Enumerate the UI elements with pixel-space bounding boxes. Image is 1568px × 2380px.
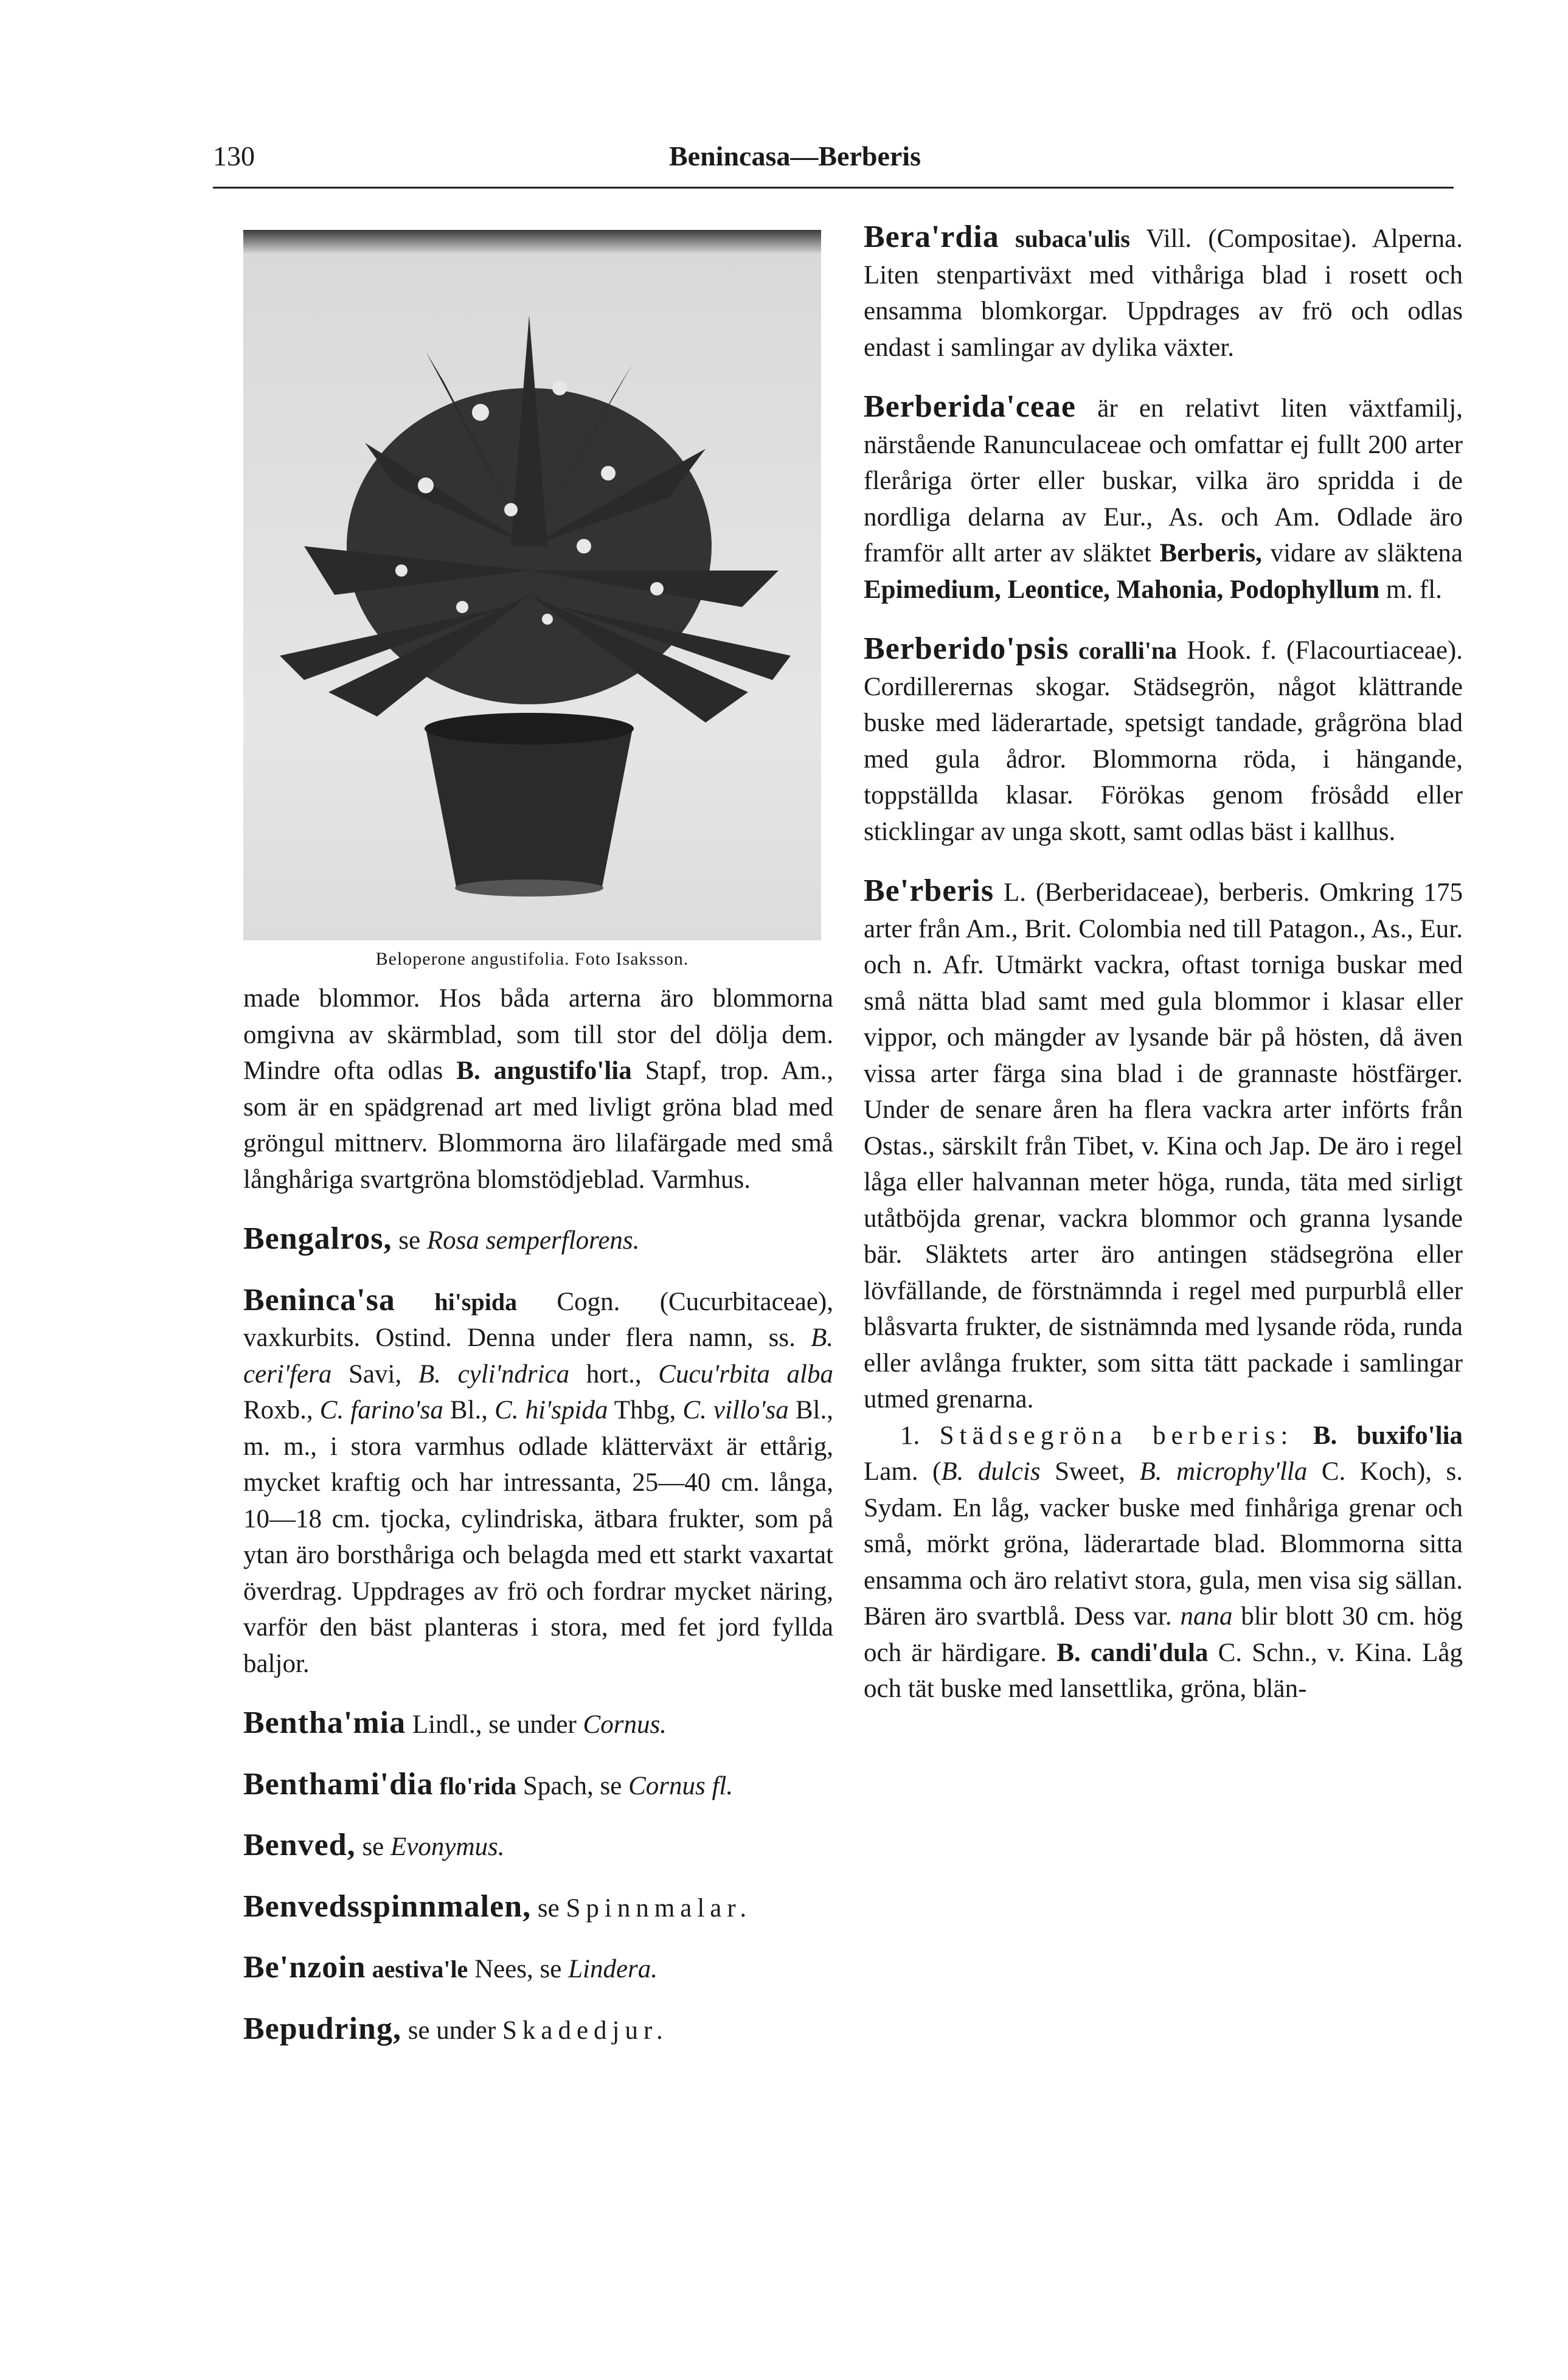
text: Thbg,	[608, 1396, 683, 1424]
text: L. (Berberidaceae), berberis. Omkring 175 arter från Am., Brit. Colombia ned till Patagon., As., Eur. och n. Afr. Utmärkt vackra, oftast torniga buskar med små nätta blad samt med gula blommor i klasar eller vippor, och mängder av lysande bär på hösten, då även vissa arter färga sina blad i de grannaste höstfärger. Under de senare åren ha flera vackra arter införts från Ostas., särskilt från Tibet, v. Kina och Jap. De äro i regel låga eller halvannan meter höga, runda, täta med sirligt utåtböjda grenar, vackra blommor och granna lysande bär. Släktets arter äro antingen städsegröna eller lövfällande, de förstnämnda i regel med purpurblå eller blåsvarta frukter, de sistnämnda med lysande röda, runda eller avlånga frukter, som sitta tätt packade i samlingar utmed grenarna.	[864, 878, 1463, 1414]
entry-headword: Bentha'mia	[243, 1705, 406, 1740]
species-name: B. buxifo'lia	[1313, 1421, 1463, 1450]
entry-headword: Bepudring,	[243, 2011, 401, 2046]
entry-headword: Benvedsspinnmalen,	[243, 1889, 532, 1924]
section-heading: Städsegröna berberis:	[939, 1421, 1294, 1450]
synonym: C. hi'spida	[494, 1396, 608, 1424]
text: Savi,	[331, 1359, 418, 1389]
entry-benthamidia	[243, 1766, 833, 1805]
text: vidare av släktena	[1261, 539, 1463, 567]
text: hort.,	[569, 1359, 659, 1389]
synonym: C. villo'sa	[682, 1396, 789, 1424]
entry-headword: Benved,	[243, 1828, 356, 1862]
entry-headword: Bengalros,	[243, 1221, 392, 1256]
species-epithet: subaca'ulis	[999, 225, 1130, 252]
text: m. fl.	[1379, 575, 1442, 604]
potted-plant-illustration	[243, 230, 821, 940]
synonym: B. dulcis	[941, 1457, 1041, 1486]
entry-bepudring	[243, 2011, 833, 2049]
text: C. Koch), s. Sydam. En låg, vacker buske med finhåriga grenar och små, mörkt gröna, läderartade blad. Blommorna sitta ensamma och äro relativt stora, gula, men visa sig sällan. Bären äro svartblå. Dess var.	[864, 1457, 1463, 1631]
genus-name: Berberis,	[1159, 539, 1262, 567]
species-name: B. angustifo'lia	[456, 1056, 632, 1085]
cross-reference: Cornus fl.	[628, 1771, 734, 1800]
cross-reference: Lindera.	[568, 1955, 658, 1983]
synonym: B. cyli'ndrica	[418, 1359, 570, 1389]
text: Stapf, trop. Am., som är en spädgrenad art med livligt gröna blad med gröngul mittnerv. Blommorna äro lilafärgade med små långhåriga svartgröna blomstödjeblad. Varmhus.	[243, 1056, 833, 1194]
left-column	[243, 980, 833, 2072]
cross-reference: Cornus.	[583, 1710, 667, 1739]
text: Bl., m. m., i stora varmhus odlade klätterväxt är ettårig, mycket kraftig och har intressanta, 25—40 cm. långa, 10—18 cm. tjocka, cylindriska, ätbara frukter, som på ytan äro borsthåriga och belagda med ett starkt vaxartat överdrag. Uppdrages av frö och fordrar mycket näring, varför den bäst planteras i stora, med fet jord fyllda baljor.	[243, 1396, 833, 1678]
entry-headword: Berberido'psis	[864, 631, 1069, 666]
text: C. Schn., v. Kina. Låg och tät buske med lansettlika, gröna, blän-	[864, 1638, 1463, 1703]
synonym: B. ceri'fera	[243, 1324, 833, 1389]
entry-berberidaceae	[864, 389, 1463, 608]
entry-bengalros	[243, 1221, 833, 1259]
text: se	[531, 1893, 566, 1923]
text: Nees, se	[468, 1955, 569, 1983]
text: Lam. (	[864, 1457, 942, 1486]
entry-berardia	[864, 219, 1463, 366]
text: Lindl., se under	[406, 1710, 583, 1739]
text: Bl.,	[443, 1396, 495, 1424]
entry-benthamia	[243, 1705, 833, 1743]
text: se	[355, 1833, 391, 1861]
text: Cogn. (Cucurbitaceae), vaxkurbits. Ostind. Denna under flera namn, ss.	[243, 1287, 833, 1352]
text: är en relativt liten växtfamilj, närstående Ranunculaceae och omfattar ej fullt 200 arter fleråriga örter eller buskar, vilka äro spridda i de nordliga delarna av Eur., As. och Am. Odlade äro framför allt arter av släktet	[864, 394, 1463, 567]
cross-reference: Spinnmalar.	[566, 1893, 752, 1923]
genus-names: Epimedium, Leontice, Mahonia, Podophyllum	[864, 575, 1380, 604]
running-head	[0, 140, 1568, 189]
synonym: C. farino'sa	[319, 1396, 443, 1424]
text: se under	[401, 2016, 502, 2045]
text: Vill. (Compositae). Alperna. Liten stenpartiväxt med vithåriga blad i rosett och ensamma blomkorgar. Uppdrages av frö och odlas endast i samlingar av dylika växter.	[864, 224, 1463, 362]
entry-headword: Bera'rdia	[864, 220, 999, 254]
entry-berberis	[864, 873, 1463, 1707]
species-epithet: hi'spida	[395, 1288, 518, 1316]
entry-benvedsspinnmalen	[243, 1889, 833, 1927]
entry-headword: Be'rberis	[864, 873, 994, 908]
entry-headword: Berberida'ceae	[864, 389, 1076, 424]
species-epithet: coralli'na	[1069, 637, 1178, 664]
text: Roxb.,	[243, 1396, 320, 1424]
text: made blommor. Hos båda arterna äro blommorna omgivna av skärmblad, som till stor del dölja dem. Mindre ofta odlas	[243, 984, 833, 1085]
cross-reference: Rosa semperflorens.	[426, 1226, 640, 1255]
text: Sweet,	[1040, 1457, 1140, 1486]
species-epithet: aestiva'le	[366, 1955, 468, 1983]
photo-caption: Beloperone angustifolia. Foto Isaksson.	[375, 949, 689, 969]
entry-benincasa	[243, 1282, 833, 1682]
synonym: B. microphy'lla	[1139, 1457, 1308, 1486]
variety-name: nana	[1180, 1602, 1233, 1631]
species-epithet: flo'rida	[433, 1772, 517, 1800]
species-name: B. candi'dula	[1056, 1638, 1209, 1667]
plant-photo	[243, 230, 821, 940]
header-rule	[213, 187, 1454, 189]
right-column	[864, 219, 1463, 1730]
cross-reference: Evonymus.	[390, 1833, 505, 1861]
text: blir blott 30 cm. hög och är härdigare.	[864, 1602, 1463, 1667]
entry-benzoin	[243, 1949, 833, 1988]
entry-headword: Be'nzoin	[243, 1950, 366, 1985]
text: se	[392, 1226, 427, 1255]
entry-benved	[243, 1827, 833, 1865]
entry-berberidopsis	[864, 631, 1463, 850]
running-title: Benincasa—Berberis	[669, 141, 921, 172]
list-number: 1.	[900, 1421, 940, 1450]
page-number: 130	[213, 141, 255, 172]
cross-reference: Skadedjur.	[502, 2016, 668, 2045]
text: Spach, se	[516, 1771, 629, 1800]
entry-headword: Beninca'sa	[243, 1282, 395, 1317]
synonym: Cucu'rbita alba	[658, 1359, 833, 1389]
entry-continuation	[243, 980, 833, 1198]
text: Hook. f. (Flacourtiaceae). Cordillerernas skogar. Städsegrön, något klättrande buske med läderartade, spetsigt tandade, grågröna blad med gula ådror. Blommorna röda, i hängande, toppställda klasar. Förökas genom frösådd eller sticklingar av unga skott, samt odlas bäst i kallhus.	[864, 636, 1463, 846]
entry-headword: Benthami'dia	[243, 1766, 434, 1802]
